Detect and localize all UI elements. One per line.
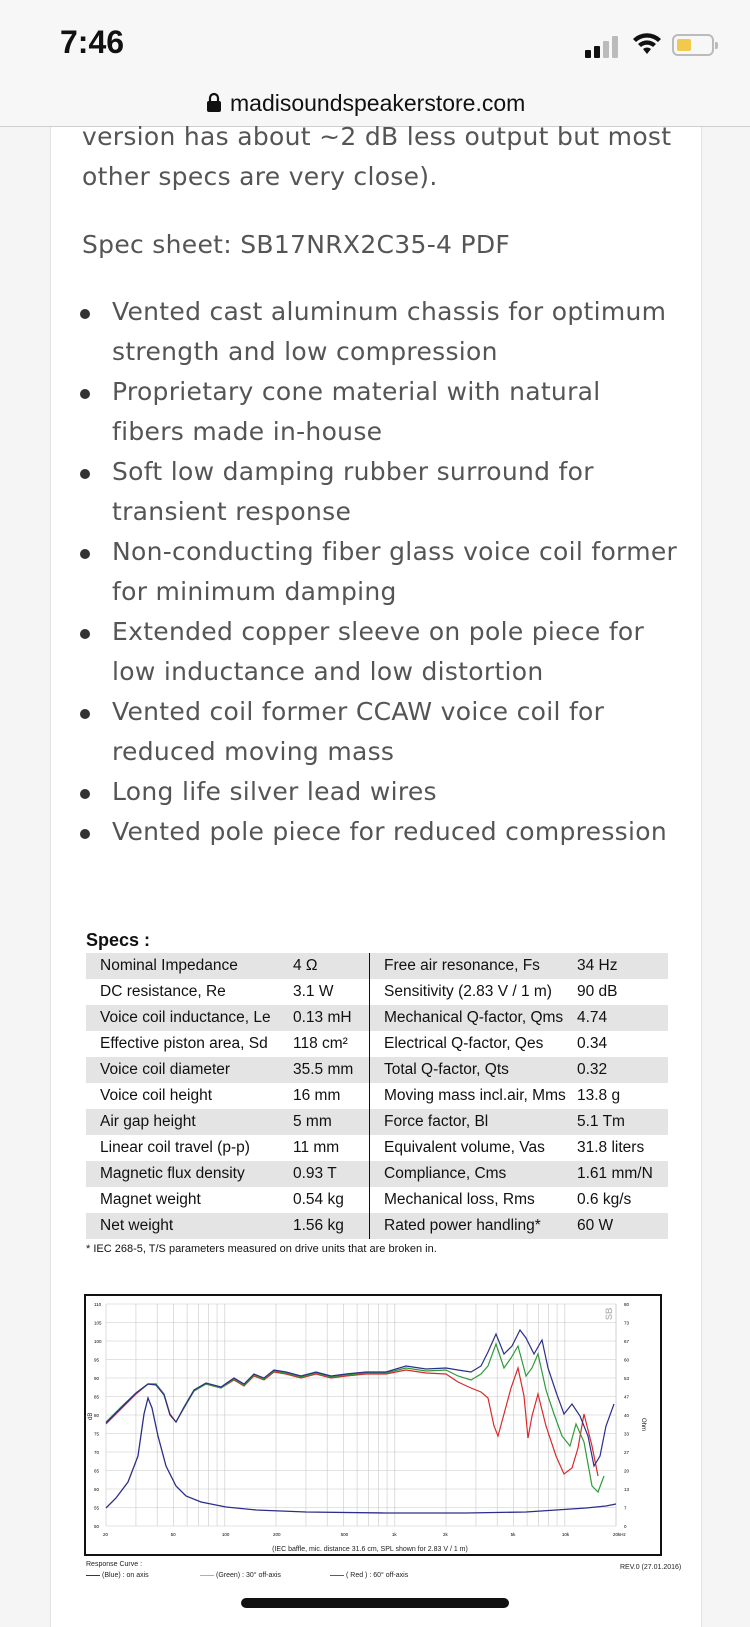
y-right-tick-label: 47	[624, 1394, 630, 1400]
status-time: 7:46	[60, 24, 125, 60]
spec-value: 0.32	[577, 1057, 668, 1083]
list-item: Vented coil former CCAW voice coil for reduced moving mass	[78, 692, 678, 772]
spec-value: 35.5 mm	[293, 1057, 370, 1083]
spec-value: 1.61 mm/N	[577, 1161, 668, 1187]
table-row	[86, 1187, 668, 1213]
y-right-tick-label: 53	[624, 1376, 630, 1381]
y-right-tick-label: 27	[624, 1450, 630, 1455]
status-bar	[0, 0, 750, 80]
frequency-response-graph	[84, 1294, 662, 1556]
y-left-tick-label: 95	[94, 1357, 100, 1363]
spec-value: 16 mm	[293, 1083, 370, 1109]
x-tick-label: 500	[340, 1532, 349, 1537]
y-left-tick-label: 55	[94, 1505, 100, 1511]
list-item: Vented cast aluminum chassis for optimum strength and low compression	[78, 292, 678, 372]
list-item: Non-conducting fiber glass voice coil former for minimum damping	[78, 532, 678, 612]
spec-value: 0.34	[577, 1035, 608, 1052]
table-row	[86, 1213, 668, 1239]
specs-footnote: * IEC 268-5, T/S parameters measured on drive units that are broken in.	[86, 1243, 437, 1255]
x-tick-label: 10k	[561, 1532, 570, 1537]
spec-value: 0.54 kg	[293, 1187, 370, 1213]
table-row	[86, 1135, 668, 1161]
spec-name: Force factor, Bl	[370, 1109, 578, 1135]
intro-line-2: other specs are very close).	[82, 162, 438, 191]
spec-value: 34 Hz	[577, 953, 668, 979]
x-tick-label: 5k	[510, 1532, 516, 1537]
table-row	[86, 1161, 668, 1187]
y-right-tick-label: 60	[624, 1357, 630, 1363]
y-right-tick-label: 40	[624, 1413, 630, 1418]
y-left-tick-label: 105	[94, 1320, 102, 1326]
spl-curve-green-30deg	[106, 1344, 604, 1492]
y-left-tick-label: 110	[94, 1302, 102, 1307]
spec-value: 90 dB	[577, 983, 618, 1000]
spec-name: Voice coil diameter	[86, 1057, 293, 1083]
table-row	[86, 953, 668, 979]
brand-mark: SB	[604, 1307, 614, 1320]
legend-red-label: ( Red ) : 60° off-axis	[346, 1572, 409, 1579]
spl-curve-red-60deg	[106, 1368, 598, 1476]
y-left-tick-label: 60	[94, 1487, 100, 1492]
x-tick-label: 1k	[391, 1532, 397, 1537]
spec-name: Mechanical Q-factor, Qms	[370, 1005, 578, 1031]
spec-name: Free air resonance, Fs	[370, 953, 578, 979]
list-item: Extended copper sleeve on pole piece for low inductance and low distortion	[78, 612, 678, 692]
intro-line-1: version has about ~2 dB less output but most	[82, 122, 672, 151]
specs-title: Specs :	[86, 930, 151, 950]
spec-name: Magnet weight	[100, 1191, 201, 1208]
spec-name: Equivalent volume, Vas	[384, 1139, 545, 1156]
spec-name: DC resistance, Re	[100, 983, 226, 1000]
spec-value: 118 cm²	[293, 1031, 370, 1057]
spec-name: Effective piston area, Sd	[100, 1035, 268, 1052]
spec-value: 3.1 W	[293, 979, 370, 1005]
spec-value: 0.93 T	[293, 1161, 370, 1187]
x-tick-label: 20kHz	[613, 1532, 626, 1537]
y-left-tick-label: 65	[94, 1468, 100, 1474]
y-left-tick-label: 75	[94, 1431, 100, 1437]
legend-green-label: (Green) : 30° off-axis	[216, 1572, 281, 1579]
y-left-axis-label: dB	[88, 1412, 94, 1420]
lock-icon	[206, 92, 222, 112]
spec-name: Compliance, Cms	[370, 1161, 578, 1187]
list-item: Long life silver lead wires	[78, 772, 678, 812]
y-right-tick-label: 33	[624, 1431, 630, 1437]
home-indicator[interactable]	[241, 1598, 509, 1608]
spec-name: Magnetic flux density	[86, 1161, 293, 1187]
y-left-tick-label: 50	[94, 1524, 100, 1529]
revision-label: REV.0 (27.01.2016)	[620, 1564, 682, 1571]
legend-green	[200, 1572, 281, 1579]
spec-value: 1.56 kg	[293, 1213, 370, 1239]
x-tick-label: 50	[170, 1532, 176, 1537]
y-left-tick-label: 70	[94, 1450, 100, 1455]
spec-value: 13.8 g	[577, 1087, 621, 1104]
spec-name: Total Q-factor, Qts	[370, 1057, 578, 1083]
list-item: Proprietary cone material with natural fibers made in-house	[78, 372, 678, 452]
y-right-tick-label: 73	[624, 1320, 630, 1326]
y-right-tick-label: 80	[624, 1302, 630, 1307]
table-row	[86, 1109, 668, 1135]
y-right-axis-label: Ohm	[640, 1418, 646, 1432]
spec-name: Net weight	[86, 1213, 293, 1239]
y-right-tick-label: 13	[624, 1487, 630, 1492]
spec-value: 4.74	[577, 1005, 668, 1031]
legend-red	[330, 1572, 408, 1579]
table-row	[86, 979, 668, 1005]
spec-value: 5 mm	[293, 1109, 370, 1135]
table-row	[86, 1057, 668, 1083]
legend-blue-label: (Blue) : on axis	[102, 1572, 149, 1579]
x-tick-label: 100	[221, 1532, 230, 1537]
spl-curve-blue-onaxis	[106, 1330, 614, 1466]
feature-list	[78, 292, 678, 852]
y-left-tick-label: 100	[94, 1339, 102, 1344]
y-right-tick-label: 67	[624, 1339, 630, 1344]
table-row	[86, 1005, 668, 1031]
y-left-tick-label: 80	[94, 1413, 100, 1418]
y-right-tick-label: 20	[624, 1468, 630, 1474]
url-text[interactable]: madisoundspeakerstore.com	[230, 90, 526, 116]
spec-name: Voice coil height	[100, 1087, 213, 1104]
table-row	[86, 1083, 668, 1109]
spec-name: Mechanical loss, Rms	[384, 1191, 535, 1208]
spec-name: Nominal Impedance	[86, 953, 293, 979]
spec-name: Voice coil inductance, Le	[86, 1005, 293, 1031]
graph-caption: (IEC baffle, mic. distance 31.6 cm, SPL shown for 2.83 V / 1 m)	[272, 1546, 468, 1553]
legend-title: Response Curve :	[86, 1561, 143, 1568]
spec-name: Electrical Q-factor, Qes	[384, 1035, 544, 1052]
y-right-tick-label: 7	[624, 1505, 627, 1511]
list-item: Soft low damping rubber surround for transient response	[78, 452, 678, 532]
y-left-tick-label: 90	[94, 1376, 100, 1381]
cellular-signal-icon	[585, 34, 625, 58]
spec-name: Moving mass incl.air, Mms	[384, 1087, 566, 1104]
x-tick-label: 2k	[443, 1532, 448, 1537]
spec-value: 0.13 mH	[293, 1005, 370, 1031]
spec-value: 31.8 liters	[577, 1139, 645, 1156]
spec-sheet-link[interactable]: Spec sheet: SB17NRX2C35-4 PDF	[82, 230, 511, 259]
list-item: Vented pole piece for reduced compression	[78, 812, 678, 852]
spec-value: 0.6 kg/s	[577, 1191, 632, 1208]
spec-name: Air gap height	[86, 1109, 293, 1135]
spec-value: 11 mm	[293, 1135, 370, 1161]
x-tick-label: 200	[273, 1532, 281, 1537]
y-left-tick-label: 85	[94, 1394, 100, 1400]
specs-table	[86, 953, 668, 1239]
battery-icon	[672, 34, 714, 56]
wifi-icon	[632, 32, 662, 56]
spec-value: 5.1 Tm	[577, 1109, 668, 1135]
table-row	[86, 1031, 668, 1057]
x-tick-label: 20	[103, 1532, 109, 1537]
spec-name: Rated power handling*	[370, 1213, 578, 1239]
spec-name: Linear coil travel (p-p)	[100, 1139, 250, 1156]
y-right-tick-label: 0	[624, 1524, 627, 1529]
spec-name: Sensitivity (2.83 V / 1 m)	[384, 983, 552, 1000]
spec-value: 60 W	[577, 1213, 668, 1239]
legend-blue	[86, 1572, 149, 1579]
graph-plot	[86, 1296, 660, 1554]
spec-value: 4 Ω	[293, 953, 370, 979]
